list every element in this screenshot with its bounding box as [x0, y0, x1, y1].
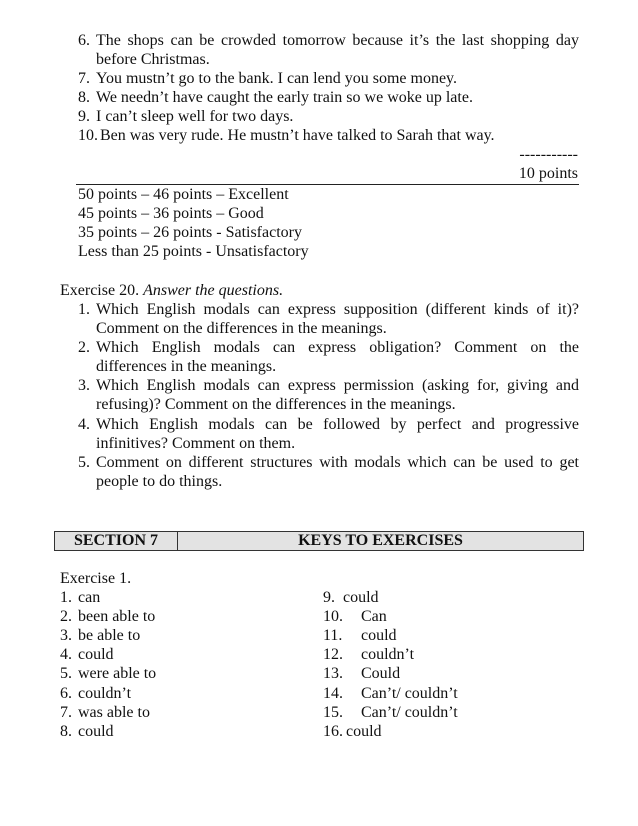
- question-text: Which English modals can express obligation? Comment on the: [96, 339, 579, 356]
- question-number: 2.: [78, 339, 90, 356]
- key-answer: could: [78, 723, 114, 740]
- key-number: 10.: [323, 608, 343, 625]
- question-text-continued: Comment on the differences in the meanings.: [96, 320, 387, 337]
- list-item-text: The shops can be crowded tomorrow because it’s the last shopping day: [96, 32, 579, 49]
- key-answer: was able to: [78, 704, 150, 721]
- question-text: Comment on different structures with modals which can be used to get: [96, 454, 579, 471]
- list-item-number: 8.: [78, 89, 90, 106]
- key-answer: couldn’t: [78, 685, 132, 702]
- question-text-continued: people to do things.: [96, 473, 223, 490]
- divider-line: [76, 184, 579, 185]
- key-number: 12.: [323, 646, 343, 663]
- exercise-label: Exercise 1.: [60, 570, 132, 587]
- question-number: 3.: [78, 377, 90, 394]
- list-item-number: 9.: [78, 108, 90, 125]
- section-number: SECTION 7: [55, 532, 178, 550]
- question-text: Which English modals can express permission (asking for, giving and: [96, 377, 579, 394]
- grade-line: 35 points – 26 points - Satisfactory: [78, 224, 302, 241]
- list-item-text: You mustn’t go to the bank. I can lend you some money.: [96, 70, 458, 87]
- question-text: Which English modals can express supposition (different kinds of it)?: [96, 301, 579, 318]
- key-answer: could: [346, 723, 382, 740]
- question-number: 4.: [78, 416, 90, 433]
- list-item-number: 6.: [78, 32, 90, 49]
- key-number: 5.: [60, 665, 72, 682]
- question-number: 5.: [78, 454, 90, 471]
- key-number: 2.: [60, 608, 72, 625]
- total-points: 10 points: [518, 165, 578, 182]
- key-answer: were able to: [78, 665, 157, 682]
- key-number: 11.: [323, 627, 343, 644]
- list-item-text: We needn’t have caught the early train so we woke up late.: [96, 89, 473, 106]
- key-answer: be able to: [78, 627, 141, 644]
- key-answer: Can’t/ couldn’t: [361, 704, 458, 721]
- exercise-instruction: Answer the questions.: [143, 282, 284, 299]
- key-number: 1.: [60, 589, 72, 606]
- grade-line: 50 points – 46 points – Excellent: [78, 186, 289, 203]
- key-number: 14.: [323, 685, 343, 702]
- grade-line: Less than 25 points - Unsatisfactory: [78, 243, 309, 260]
- key-number: 13.: [323, 665, 343, 682]
- section-header-bar: [54, 531, 584, 551]
- key-number: 8.: [60, 723, 72, 740]
- key-number: 15.: [323, 704, 343, 721]
- key-answer: been able to: [78, 608, 156, 625]
- key-answer: couldn’t: [361, 646, 415, 663]
- list-item-text: I can’t sleep well for two days.: [96, 108, 294, 125]
- key-answer: Could: [361, 665, 401, 682]
- question-text: Which English modals can be followed by perfect and progressive: [96, 416, 579, 433]
- key-number: 6.: [60, 685, 72, 702]
- exercise-label: Exercise 20.: [60, 282, 140, 299]
- key-number: 9.: [323, 589, 335, 606]
- key-answer: could: [343, 589, 379, 606]
- section-title: KEYS TO EXERCISES: [298, 532, 463, 549]
- exercise-heading: [60, 282, 283, 300]
- key-number: 16.: [323, 723, 343, 740]
- key-answer: can: [78, 589, 101, 606]
- list-item-number: 7.: [78, 70, 90, 87]
- list-item-text-continued: before Christmas.: [96, 51, 210, 68]
- grade-line: 45 points – 36 points – Good: [78, 205, 264, 222]
- key-number: 3.: [60, 627, 72, 644]
- list-item-number: 10.: [78, 127, 98, 144]
- key-number: 4.: [60, 646, 72, 663]
- points-dashes: -----------: [519, 146, 578, 163]
- key-answer: Can’t/ couldn’t: [361, 685, 458, 702]
- list-item-text: Ben was very rude. He mustn’t have talked to Sarah that way.: [100, 127, 495, 144]
- key-answer: Can: [361, 608, 387, 625]
- key-answer: could: [78, 646, 114, 663]
- question-text-continued: infinitives? Comment on them.: [96, 435, 296, 452]
- question-text-continued: refusing)? Comment on the differences in the meanings.: [96, 396, 456, 413]
- key-number: 7.: [60, 704, 72, 721]
- question-text-continued: differences in the meanings.: [96, 358, 277, 375]
- question-number: 1.: [78, 301, 90, 318]
- key-answer: could: [361, 627, 397, 644]
